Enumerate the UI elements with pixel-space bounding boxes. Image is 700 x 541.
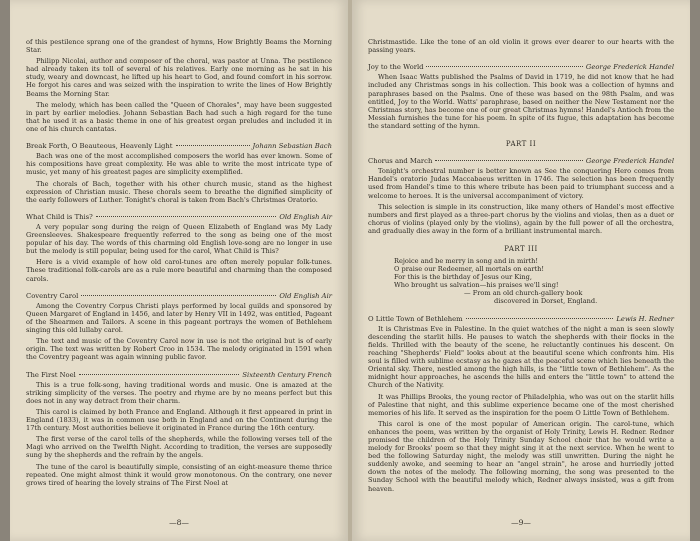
- song-para: Among the Coventry Corpus Christi plays performed by local guilds and sponsored by Queen Margaret of England in 1456, and later by Henry VII in 1492, was entitled, Pageant of the Shearmen and Tailors. A scene in this pageant portrays the women of Bethlehem singing this old lullaby carol.: [26, 301, 332, 335]
- poem-line: O praise our Redeemer, all mortals on earth!: [394, 265, 545, 274]
- song-author: Sixteenth Century French: [242, 370, 332, 379]
- song-para: This selection is simple in its construction, like many others of Handel's most effective numbers and first played as a three-part chorus by the violins and violas, then as a duet or chorus of violins (played only by the violins), again by the full power of all the orchestra, and gradually dies away in the form of a brilliant instrumental march.: [368, 202, 674, 235]
- song-author: George Frederick Handel: [585, 63, 674, 72]
- song-para: A very popular song during the reign of Queen Elizabeth of England was My Lady Greensleeves. Shakespeare frequently referred to the song as being one of the most popular of his day. The words of this charming old English love-song are no longer in use but the melody is still popular, being used for the carol, What Child is This?: [26, 223, 332, 256]
- song-heading-joy: [368, 63, 674, 71]
- leader-dots: [176, 145, 250, 146]
- page-number: —9—: [511, 518, 531, 527]
- song-para: This carol is one of the most popular of American origin. The carol-tune, which enhances the poem, was written by the organist of Holy Trinity, Lewis H. Redner. Redner promised the children of the Holy Trinity Sunday School choir that he would write a melody for Brooks' poem so that they might sing it at the next service. When he went to bed the following Saturday night, the melody was still unwritten. During the night he suddenly awoke, and seeming to hear an "angel strain", he arose and hurriedly jotted down the notes of the melody. The following morning, the song was presented to the Sunday School with the beautiful melody which, Redner always insisted, was a gift from heaven.: [368, 419, 674, 493]
- poem-source: — From an old church-gallery book: [464, 289, 583, 298]
- leader-dots: [79, 374, 240, 375]
- song-para: It was Phillips Brooks, the young rector of Philadelphia, who was out on the starlit hills of Palestine that night, and this sublime experience became one of the most cherished memories of his life. It served as the inspiration for the poem O Little Town of Bethlehem.: [368, 392, 674, 417]
- part-heading: PART III: [504, 245, 538, 253]
- song-title: O Little Town of Bethlehem: [368, 314, 463, 323]
- song-para: This is a true folk-song, having traditional words and music. One is amazed at the striking simplicity of the verses. The poetry and rhyme are by no means perfect but this does not in any way detract from their charm.: [26, 380, 332, 405]
- song-author: Old English Air: [279, 212, 332, 221]
- right-edge: [690, 0, 700, 541]
- poem-block: [394, 257, 674, 306]
- poem-line: For this is the birthday of Jesus our King,: [394, 273, 532, 282]
- song-para: The chorals of Bach, together with his other church music, stand as the highest expression of Christian music. These chorals seem to breathe the dignified simplicity of the early followers of Luther. Tonight's choral is taken from Bach's Christmas Oratorio.: [26, 179, 332, 204]
- song-title: Joy to the World: [368, 63, 424, 72]
- song-heading-break-forth: [26, 142, 332, 150]
- song-heading-bethlehem: [368, 315, 674, 323]
- intro-para-3: The melody, which has been called the "Queen of Chorales", may have been suggested in part by earlier melodies. Johann Sebastian Bach had such a high regard for the tune that he used it as a basic theme in one of his greatest organ preludes and included it in one of his church cantatas.: [26, 100, 332, 133]
- song-para: Bach was one of the most accomplished composers the world has ever known. Some of his compositions have great complexity. He was able to write the most intricate type of music, yet many of his greatest pages are simplicity exemplified.: [26, 152, 332, 177]
- song-para: When Isaac Watts published the Psalms of David in 1719, he did not know that he had included any Christmas songs in his collection. This book was a collection of hymns and paraphrases based on the Psalms. One of these was based on the 98th Psalm, and was entitled, Joy to the World. Watts' paraphrase, based on neither the New Testament nor the Christmas story, has become one of our great Christmas hymns! Handel's Antioch from the Messiah furnishes the tune for his poem. In spite of its fugue, this adaptation has become the standard setting of the hymn.: [368, 73, 674, 130]
- song-para: Tonight's orchestral number is better known as See the conquering Hero comes from Handel's oratorio Judas Maccabaeus written in 1746. The selection has been frequently used from Handel's time to this where tribute has been paid to triumphant success and a welcome to heroes. It is the universal accompaniment of victory.: [368, 167, 674, 200]
- leader-dots: [426, 66, 582, 67]
- song-para: Here is a vivid example of how old carol-tunes are often merely popular folk-tunes. These traditional folk-carols are as a rule more beautiful and charming than the composed carols.: [26, 258, 332, 283]
- song-author: Lewis H. Redner: [616, 314, 674, 323]
- song-author: Old English Air: [279, 291, 332, 300]
- leader-dots: [466, 318, 614, 319]
- poem-line: Rejoice and be merry in song and in mirth!: [394, 257, 539, 265]
- left-page: [10, 0, 348, 541]
- continued-para: Christmastide. Like the tone of an old violin it grows ever dearer to our hearts with the passing years.: [368, 38, 674, 55]
- leader-dots: [81, 295, 276, 296]
- song-author: Johann Sebastian Bach: [252, 142, 332, 151]
- page-number: —8—: [169, 518, 189, 527]
- right-page: [352, 0, 690, 541]
- song-title: Chorus and March: [368, 157, 433, 166]
- song-para: It is Christmas Eve in Palestine. In the quiet watches of the night a man is seen slowly descending the starlit hills. He pauses to watch the shepherds with their flocks in the fields. Thrilled with the beauty of the scene, he reluctantly continues his descent. On reaching "Shepherds' Field" looks about at the beautiful scene which confronts him. His soul is filled with sublime ecstasy as he gazes at the peaceful scene which lies beneath the Oriental sky. There, nestled among the high hills, is the "little town of Bethlehem". As the midnight hour approaches, he ascends the hills and enters the "little town" to attend the Church of the Nativity.: [368, 324, 674, 390]
- leader-dots: [435, 160, 583, 161]
- leader-dots: [96, 216, 277, 217]
- song-title: The First Noel: [26, 370, 76, 379]
- song-title: Coventry Carol: [26, 291, 79, 300]
- song-author: George Frederick Handel: [585, 157, 674, 166]
- song-para: This carol is claimed by both France and England. Although it first appeared in print in England (1833), it was in common use both in England and on the Continent during the 17th century. Most authorities believe it originated in France during the 16th century.: [26, 408, 332, 433]
- intro-para-1: of this pestilence sprang one of the grandest of hymns, How Brightly Beams the Morning Star.: [26, 38, 332, 55]
- song-title: What Child is This?: [26, 212, 93, 221]
- poem-line: Who brought us salvation—his praises we'll sing!: [394, 281, 559, 290]
- song-heading-what-child: [26, 213, 332, 221]
- song-heading-chorus-march: [368, 157, 674, 165]
- song-heading-coventry: [26, 292, 332, 300]
- song-title: Break Forth, O Beauteous, Heavenly Light: [26, 142, 173, 151]
- song-para: The first verse of the carol tells of the shepherds, while the following verses tell of the Magi who arrived on the Twelfth Night. According to tradition, the verses are supposedly sung by the shepherds and the refrain by the angels.: [26, 435, 332, 460]
- intro-para-2: Philipp Nicolai, author and composer of the choral, was pastor at Unna. The pestilence had already taken its toll of several of his relatives. Early one morning as he sat in his study, weary and downcast, he lifted up his heart to God, and found comfort in his sorrow. He forgot his cares and was seized with the inspiration to write the lines of How Brightly Beams the Morning Star.: [26, 57, 332, 98]
- left-edge: [0, 0, 10, 541]
- song-heading-first-noel: [26, 371, 332, 379]
- poem-source: discovered in Dorset, England.: [494, 297, 598, 306]
- song-para: The text and music of the Coventry Carol now in use is not the original but is of early origin. The text was written by Robert Croo in 1534. The melody originated in 1591 when the Coventry pageant was again winning public favor.: [26, 337, 332, 362]
- part-heading: PART II: [505, 140, 537, 149]
- song-para: The tune of the carol is beautifully simple, consisting of an eight-measure theme thrice repeated. One might almost think it would grow monotonous. On the contrary, one never grows tired of hearing the lovely strains of The First Noel at: [26, 462, 332, 487]
